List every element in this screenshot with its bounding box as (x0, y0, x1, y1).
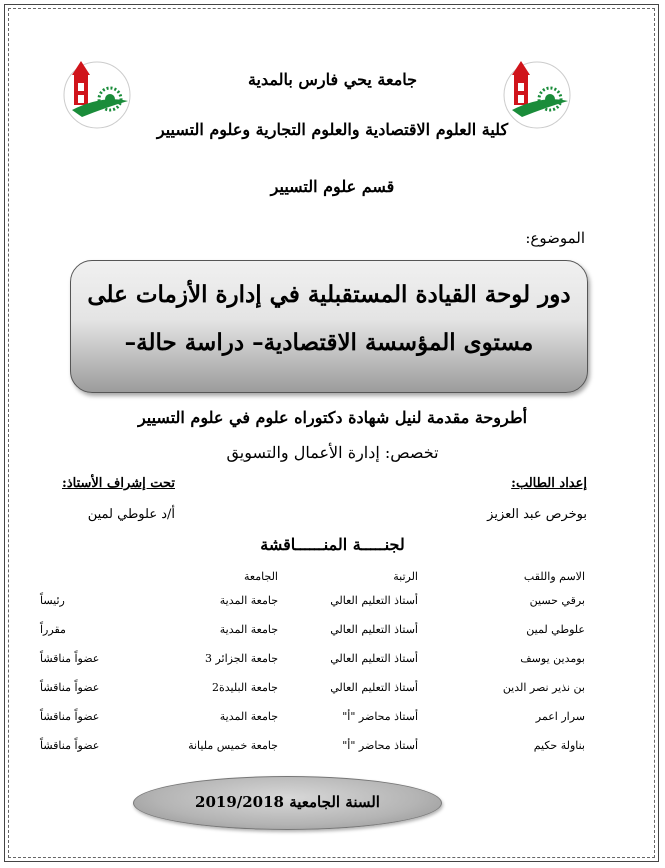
header-rank: الرتبة (393, 569, 418, 583)
academic-year: السنة الجامعية 2019/2018 (195, 793, 380, 811)
table-row (40, 731, 585, 760)
specialty: تخصص: إدارة الأعمال والتسويق (226, 443, 439, 462)
header-name: الاسم واللقب (523, 569, 585, 583)
member-rank: أستاذ التعليم العالي (330, 594, 418, 607)
member-name: بن نذير نصر الدين (502, 681, 585, 694)
member-rank: أستاذ محاضر "أ" (342, 710, 418, 723)
member-role: رئيساً (40, 594, 65, 607)
header-university: الجامعة (244, 569, 278, 583)
member-name: علوطي لمين (526, 623, 585, 636)
committee-table (40, 566, 585, 760)
department-name: قسم علوم التسيير (270, 177, 395, 196)
member-role: عضواً مناقشاً (40, 681, 100, 694)
member-rank: أستاذ التعليم العالي (330, 623, 418, 636)
member-university: جامعة المدية (219, 594, 278, 607)
student-label: إعداد الطالب: (511, 476, 587, 491)
subject-label: الموضوع: (525, 229, 585, 247)
member-rank: أستاذ التعليم العالي (330, 652, 418, 665)
member-name: بناولة حكيم (533, 739, 585, 752)
table-header-row (40, 566, 585, 586)
academic-year-oval (133, 776, 442, 830)
member-role: عضواً مناقشاً (40, 652, 100, 665)
member-role: عضواً مناقشاً (40, 710, 100, 723)
member-role: مقرراً (40, 623, 66, 636)
member-rank: أستاذ محاضر "أ" (342, 739, 418, 752)
member-university: جامعة خميس مليانة (188, 739, 278, 752)
table-row (40, 673, 585, 702)
member-role: عضواً مناقشاً (40, 739, 100, 752)
member-rank: أستاذ التعليم العالي (330, 681, 418, 694)
header-role (40, 566, 148, 586)
member-name: بومدين يوسف (520, 652, 585, 665)
member-university: جامعة المدية (219, 623, 278, 636)
table-row (40, 586, 585, 615)
table-row (40, 702, 585, 731)
supervisor-label: تحت إشراف الأستاذ: (62, 476, 175, 491)
member-university: جامعة البليدة2 (212, 681, 278, 694)
supervisor-name: أ/د علوطي لمين (87, 507, 175, 522)
thesis-title-box (70, 260, 588, 393)
member-university: جامعة الجزائر 3 (204, 652, 278, 665)
student-name: بوخرص عبد العزيز (487, 507, 587, 522)
table-row (40, 644, 585, 673)
member-name: برقي حسين (529, 594, 585, 607)
table-row (40, 615, 585, 644)
member-university: جامعة المدية (219, 710, 278, 723)
university-name: جامعة يحي فارس بالمدية (247, 70, 418, 89)
committee-heading: لجنـــــة المنــــــاقشة (260, 535, 405, 554)
member-name: سرار اعمر (535, 710, 585, 723)
thesis-title-line-1: دور لوحة القيادة المستقبلية في إدارة الأزمات على (87, 281, 571, 308)
thesis-title-line-2: مستوى المؤسسة الاقتصادية– دراسة حالة– (124, 329, 534, 356)
thesis-statement: أطروحة مقدمة لنيل شهادة دكتوراه علوم في علوم التسيير (137, 408, 528, 427)
faculty-name: كلية العلوم الاقتصادية والعلوم التجارية وعلوم التسيير (156, 120, 509, 139)
